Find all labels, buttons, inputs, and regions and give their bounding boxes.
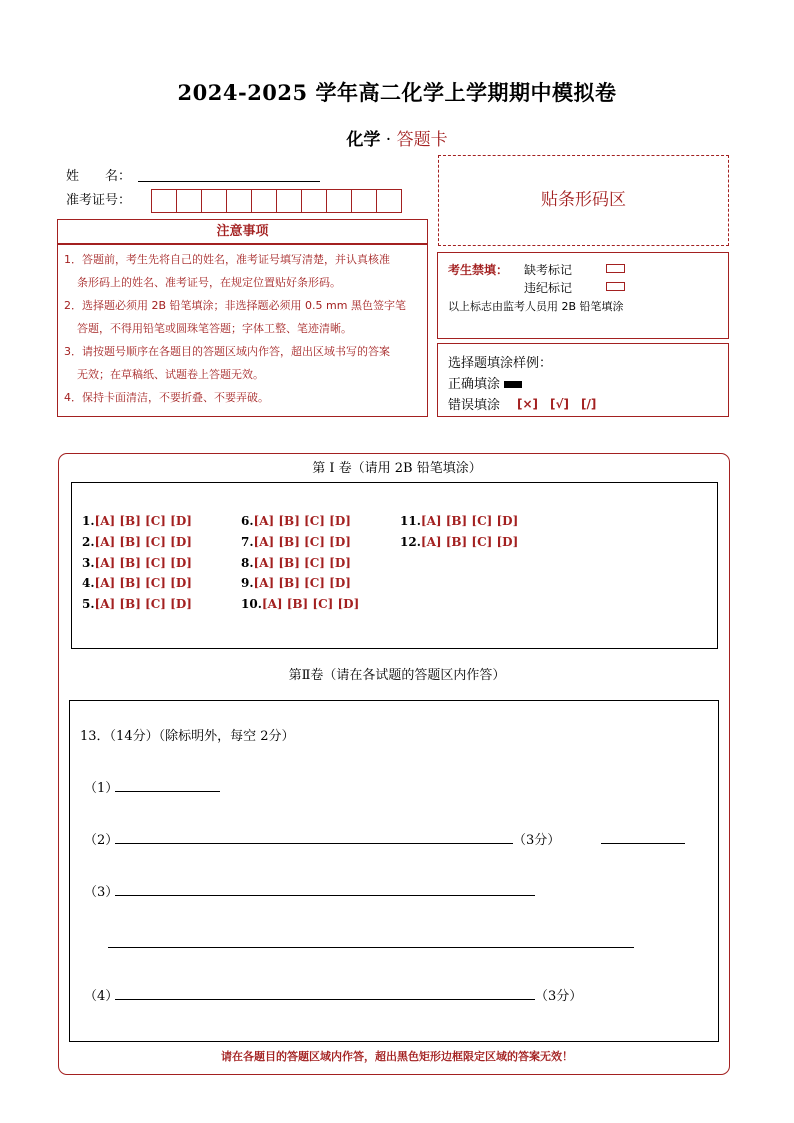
- mc-question-11[interactable]: [400, 514, 518, 528]
- mc-question-9[interactable]: [241, 576, 351, 590]
- mc-options[interactable]: [A] [B] [C] [D]: [253, 556, 351, 570]
- part-2-second-answer-line[interactable]: [601, 843, 685, 844]
- notice-line: 2．选择题必须用 2B 铅笔填涂；非选择题必须用 0.5 mm 黑色签字笔: [64, 299, 406, 312]
- id-digit-cell[interactable]: [351, 189, 377, 213]
- mc-question-number: 1.: [82, 514, 95, 528]
- id-number-boxes[interactable]: [151, 189, 402, 213]
- mc-options[interactable]: [A] [B] [C] [D]: [253, 514, 351, 528]
- mc-question-6[interactable]: [241, 514, 351, 528]
- fill-sample-box: [437, 343, 729, 417]
- subtitle-separator: ·: [385, 130, 392, 150]
- id-digit-cell[interactable]: [251, 189, 277, 213]
- mc-question-10[interactable]: [241, 597, 359, 611]
- notice-title: 注意事项: [57, 219, 428, 244]
- mc-question-12[interactable]: [400, 535, 518, 549]
- page-subtitle: [0, 125, 794, 150]
- wrong-fill-marks: [×] [√] [/]: [517, 397, 597, 411]
- section-1-title: 第 I 卷（请用 2B 铅笔填涂）: [312, 461, 482, 476]
- mc-question-8[interactable]: [241, 556, 351, 570]
- notice-line: 答题，不得用铅笔或圆珠笔答题；字体工整、笔迹清晰。: [77, 322, 352, 335]
- part-4-score: （3分）: [535, 989, 583, 1004]
- violation-mark-box[interactable]: [606, 279, 625, 293]
- notice-line: 1．答题前，考生先将自己的姓名，准考证号填写清楚，并认真核准: [64, 253, 390, 266]
- id-digit-cell[interactable]: [151, 189, 177, 213]
- mc-options[interactable]: [A] [B] [C] [D]: [261, 597, 360, 611]
- id-digit-cell[interactable]: [276, 189, 302, 213]
- mc-options[interactable]: [A] [B] [C] [D]: [253, 535, 351, 549]
- notice-line: 无效；在草稿纸、试题卷上答题无效。: [77, 368, 264, 381]
- barcode-area: 贴条形码区: [438, 155, 729, 246]
- part-3-label: （3）: [84, 885, 119, 900]
- part-1-answer-line[interactable]: [115, 791, 220, 792]
- wrong-fill-label: 错误填涂: [448, 398, 501, 413]
- mc-question-2[interactable]: [82, 535, 192, 549]
- mc-options[interactable]: [A] [B] [C] [D]: [94, 514, 192, 528]
- mc-question-number: 6.: [241, 514, 254, 528]
- absent-mark-box[interactable]: [606, 261, 625, 275]
- mc-question-4[interactable]: [82, 576, 192, 590]
- mc-question-number: 10.: [241, 597, 262, 611]
- id-digit-cell[interactable]: [301, 189, 327, 213]
- part-3-answer-line-2[interactable]: [108, 947, 634, 948]
- part-1-label: （1）: [84, 781, 119, 796]
- mc-question-number: 5.: [82, 597, 95, 611]
- mc-options[interactable]: [A] [B] [C] [D]: [94, 576, 192, 590]
- mc-question-number: 4.: [82, 576, 95, 590]
- id-digit-cell[interactable]: [226, 189, 252, 213]
- ban-label: 考生禁填：: [448, 263, 509, 277]
- mc-options[interactable]: [A] [B] [C] [D]: [94, 535, 192, 549]
- mc-question-number: 8.: [241, 556, 254, 570]
- name-label: 姓 名：: [66, 169, 132, 184]
- id-label: 准考证号：: [66, 193, 132, 208]
- page-title: 2024-2025 学年高二化学上学期期中模拟卷: [177, 80, 617, 105]
- mc-question-5[interactable]: [82, 597, 192, 611]
- mc-options[interactable]: [A] [B] [C] [D]: [94, 556, 192, 570]
- part-4-answer-line[interactable]: [115, 999, 535, 1000]
- subject-label: 化学: [346, 130, 381, 150]
- sample-title: 选择题填涂样例：: [448, 356, 553, 371]
- id-digit-cell[interactable]: [326, 189, 352, 213]
- mc-question-3[interactable]: [82, 556, 192, 570]
- mc-question-number: 9.: [241, 576, 254, 590]
- notice-box: [57, 244, 428, 417]
- part-4-label: （4）: [84, 989, 119, 1004]
- part-2-label: （2）: [84, 833, 119, 848]
- mc-options[interactable]: [A] [B] [C] [D]: [94, 597, 192, 611]
- question-13-header: 13．（14分）（除标明外，每空 2分）: [80, 729, 295, 744]
- mc-question-number: 7.: [241, 535, 254, 549]
- notice-line: 3．请按题号顺序在各题目的答题区域内作答，超出区域书写的答案: [64, 345, 390, 358]
- violation-mark-label: 违纪标记: [524, 281, 573, 295]
- part-3-answer-line[interactable]: [115, 895, 535, 896]
- section-2-title: 第Ⅱ卷（请在各试题的答题区内作答）: [288, 668, 506, 683]
- mc-options[interactable]: [A] [B] [C] [D]: [420, 535, 519, 549]
- mc-question-number: 3.: [82, 556, 95, 570]
- correct-fill-label: 正确填涂: [448, 373, 522, 392]
- mc-question-number: 12.: [400, 535, 421, 549]
- id-digit-cell[interactable]: [201, 189, 227, 213]
- notice-line: 条形码上的姓名、准考证号，在规定位置贴好条形码。: [77, 276, 341, 289]
- mc-question-number: 11.: [400, 514, 421, 528]
- id-digit-cell[interactable]: [376, 189, 402, 213]
- notice-line: 4．保持卡面清洁，不要折叠、不要弄破。: [64, 391, 269, 404]
- examiner-only-box: [437, 252, 729, 339]
- mc-question-7[interactable]: [241, 535, 351, 549]
- footer-warning: 请在各题目的答题区域内作答，超出黑色矩形边框限定区域的答案无效！: [221, 1050, 573, 1063]
- absent-mark-label: 缺考标记: [524, 263, 573, 277]
- part-2-answer-line[interactable]: [115, 843, 513, 844]
- mc-options[interactable]: [A] [B] [C] [D]: [253, 576, 351, 590]
- mc-question-1[interactable]: [82, 514, 192, 528]
- multiple-choice-box: [71, 482, 718, 649]
- mc-options[interactable]: [A] [B] [C] [D]: [420, 514, 519, 528]
- answer-card-label: 答题卡: [396, 130, 448, 150]
- mc-question-number: 2.: [82, 535, 95, 549]
- correct-fill-mark: [504, 381, 522, 388]
- id-digit-cell[interactable]: [176, 189, 202, 213]
- ban-note: 以上标志由监考人员用 2B 铅笔填涂: [448, 300, 624, 313]
- part-2-score: （3分）: [513, 833, 561, 848]
- question-13-box: [69, 700, 719, 1042]
- name-field[interactable]: [138, 181, 320, 182]
